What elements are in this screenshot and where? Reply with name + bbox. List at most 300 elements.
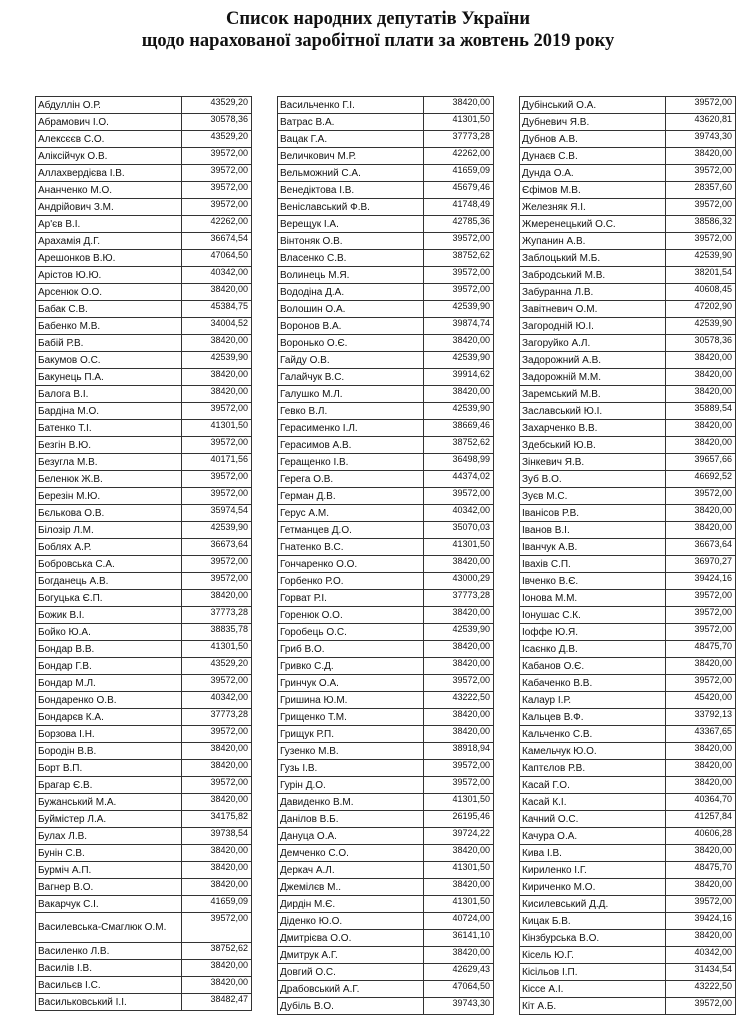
- table-row: [520, 284, 736, 301]
- table-row: [36, 250, 252, 267]
- salary-amount-cell: 38752,62: [424, 250, 494, 267]
- table-row: [520, 624, 736, 641]
- table-row: [36, 811, 252, 828]
- table-row: [520, 777, 736, 794]
- table-row: [278, 182, 494, 199]
- table-row: [520, 522, 736, 539]
- salary-amount-cell: 38420,00: [666, 369, 736, 386]
- table-row: [520, 539, 736, 556]
- salary-amount-cell: 40171,56: [182, 454, 252, 471]
- deputy-name-cell: Горбенко Р.О.: [278, 573, 424, 590]
- salary-amount-cell: 38420,00: [182, 284, 252, 301]
- deputy-name-cell: Камельчук Ю.О.: [520, 743, 666, 760]
- salary-amount-cell: 38420,00: [666, 386, 736, 403]
- salary-amount-cell: 38420,00: [666, 743, 736, 760]
- table-row: [278, 488, 494, 505]
- salary-amount-cell: 30578,36: [182, 114, 252, 131]
- deputy-name-cell: Борт В.П.: [36, 760, 182, 777]
- table-row: [520, 403, 736, 420]
- salary-amount-cell: 38420,00: [424, 709, 494, 726]
- deputy-name-cell: Данілов В.Б.: [278, 811, 424, 828]
- salary-amount-cell: 38420,00: [666, 930, 736, 947]
- salary-amount-cell: 39657,66: [666, 454, 736, 471]
- table-row: [278, 556, 494, 573]
- table-row: [36, 216, 252, 233]
- deputy-name-cell: Іоффе Ю.Я.: [520, 624, 666, 641]
- deputy-name-cell: Бондар М.Л.: [36, 675, 182, 692]
- salary-amount-cell: 39572,00: [666, 199, 736, 216]
- deputy-name-cell: Арістов Ю.Ю.: [36, 267, 182, 284]
- deputy-name-cell: Драбовський А.Г.: [278, 981, 424, 998]
- deputy-name-cell: Брагар Є.В.: [36, 777, 182, 794]
- table-row: [278, 641, 494, 658]
- salary-amount-cell: 38420,00: [424, 556, 494, 573]
- deputy-name-cell: Кицак Б.В.: [520, 913, 666, 930]
- deputy-name-cell: Балога В.І.: [36, 386, 182, 403]
- deputy-name-cell: Воронов В.А.: [278, 318, 424, 335]
- salary-amount-cell: 37773,28: [424, 590, 494, 607]
- table-row: [278, 403, 494, 420]
- deputy-name-cell: Бондарєв К.А.: [36, 709, 182, 726]
- salary-amount-cell: 39572,00: [666, 488, 736, 505]
- deputy-name-cell: Кіссе А.І.: [520, 981, 666, 998]
- table-row: [520, 199, 736, 216]
- deputy-name-cell: Заблоцький М.Б.: [520, 250, 666, 267]
- table-row: [278, 845, 494, 862]
- table-row: [278, 590, 494, 607]
- deputy-name-cell: Кириленко І.Г.: [520, 862, 666, 879]
- salary-amount-cell: 38420,00: [424, 335, 494, 352]
- salary-amount-cell: 38420,00: [182, 879, 252, 896]
- salary-amount-cell: 38752,62: [424, 437, 494, 454]
- deputy-name-cell: Бакумов О.С.: [36, 352, 182, 369]
- deputy-name-cell: Гузенко М.В.: [278, 743, 424, 760]
- salary-amount-cell: 38420,00: [424, 879, 494, 896]
- table-row: [278, 352, 494, 369]
- deputy-name-cell: Бєлькова О.В.: [36, 505, 182, 522]
- salary-amount-cell: 33792,13: [666, 709, 736, 726]
- deputy-name-cell: Іонова М.М.: [520, 590, 666, 607]
- table-row: [36, 454, 252, 471]
- deputy-name-cell: Гетманцев Д.О.: [278, 522, 424, 539]
- table-row: [278, 148, 494, 165]
- salary-table: [35, 96, 252, 1011]
- salary-amount-cell: 36674,54: [182, 233, 252, 250]
- salary-amount-cell: 39572,00: [182, 199, 252, 216]
- deputy-name-cell: Боблях А.Р.: [36, 539, 182, 556]
- deputy-name-cell: Васильковський І.І.: [36, 994, 182, 1011]
- table-row: [278, 760, 494, 777]
- deputy-name-cell: Гузь І.В.: [278, 760, 424, 777]
- deputy-name-cell: Бардіна М.О.: [36, 403, 182, 420]
- salary-amount-cell: 38420,00: [424, 845, 494, 862]
- table-row: [36, 267, 252, 284]
- salary-amount-cell: 38420,00: [182, 862, 252, 879]
- salary-amount-cell: 38420,00: [424, 97, 494, 114]
- deputy-name-cell: Горенюк О.О.: [278, 607, 424, 624]
- salary-amount-cell: 38420,00: [182, 760, 252, 777]
- deputy-name-cell: Гривко С.Д.: [278, 658, 424, 675]
- salary-amount-cell: 45384,75: [182, 301, 252, 318]
- table-row: [278, 216, 494, 233]
- salary-amount-cell: 39572,00: [182, 182, 252, 199]
- deputy-name-cell: Іваxів С.П.: [520, 556, 666, 573]
- table-row: [520, 828, 736, 845]
- table-row: [278, 505, 494, 522]
- deputy-name-cell: Борзова І.Н.: [36, 726, 182, 743]
- table-row: [36, 233, 252, 250]
- table-row: [278, 573, 494, 590]
- deputy-name-cell: Дмитрієва О.О.: [278, 930, 424, 947]
- table-row: [278, 233, 494, 250]
- deputy-name-cell: Ар'єв В.І.: [36, 216, 182, 233]
- deputy-name-cell: Дубіль В.О.: [278, 998, 424, 1015]
- deputy-name-cell: Безгін В.Ю.: [36, 437, 182, 454]
- table-row: [36, 97, 252, 114]
- salary-amount-cell: 40608,45: [666, 284, 736, 301]
- salary-amount-cell: 38420,00: [182, 335, 252, 352]
- table-row: [520, 454, 736, 471]
- deputy-name-cell: Гриб В.О.: [278, 641, 424, 658]
- deputy-name-cell: Андрійович З.М.: [36, 199, 182, 216]
- salary-amount-cell: 45420,00: [666, 692, 736, 709]
- deputy-name-cell: Бойко Ю.А.: [36, 624, 182, 641]
- salary-amount-cell: 38420,00: [666, 148, 736, 165]
- deputy-name-cell: Дануца О.А.: [278, 828, 424, 845]
- document-title: [0, 8, 756, 52]
- deputy-name-cell: Івченко В.Є.: [520, 573, 666, 590]
- salary-amount-cell: 35070,03: [424, 522, 494, 539]
- table-row: [36, 960, 252, 977]
- deputy-name-cell: Величкович М.Р.: [278, 148, 424, 165]
- table-row: [520, 556, 736, 573]
- deputy-name-cell: Загоруйко А.Л.: [520, 335, 666, 352]
- table-row: [520, 216, 736, 233]
- salary-amount-cell: 37773,28: [182, 709, 252, 726]
- deputy-name-cell: Верещук І.А.: [278, 216, 424, 233]
- table-row: [520, 97, 736, 114]
- salary-amount-cell: 47202,90: [666, 301, 736, 318]
- salary-amount-cell: 38420,00: [424, 658, 494, 675]
- salary-amount-cell: 38420,00: [666, 845, 736, 862]
- deputy-name-cell: Іванчук А.В.: [520, 539, 666, 556]
- deputy-name-cell: Касай К.І.: [520, 794, 666, 811]
- deputy-name-cell: Беленюк Ж.В.: [36, 471, 182, 488]
- deputy-name-cell: Касай Г.О.: [520, 777, 666, 794]
- table-row: [520, 131, 736, 148]
- deputy-name-cell: Кіт А.Б.: [520, 998, 666, 1015]
- salary-amount-cell: 42539,90: [424, 301, 494, 318]
- deputy-name-cell: Задорожній М.М.: [520, 369, 666, 386]
- table-row: [36, 165, 252, 182]
- deputy-name-cell: Іванов В.І.: [520, 522, 666, 539]
- table-row: [36, 896, 252, 913]
- salary-amount-cell: 38420,00: [182, 845, 252, 862]
- deputy-name-cell: Горват Р.І.: [278, 590, 424, 607]
- table-row: [36, 573, 252, 590]
- table-row: [36, 471, 252, 488]
- table-row: [278, 437, 494, 454]
- deputy-name-cell: Кириченко М.О.: [520, 879, 666, 896]
- salary-table-column-1: [35, 96, 252, 1011]
- table-row: [520, 233, 736, 250]
- table-row: [278, 726, 494, 743]
- deputy-name-cell: Бородін В.В.: [36, 743, 182, 760]
- deputy-name-cell: Воронько О.Є.: [278, 335, 424, 352]
- table-row: [278, 607, 494, 624]
- salary-amount-cell: 43529,20: [182, 131, 252, 148]
- deputy-name-cell: Волошин О.А.: [278, 301, 424, 318]
- salary-amount-cell: 39572,00: [182, 437, 252, 454]
- salary-amount-cell: 39572,00: [182, 556, 252, 573]
- salary-amount-cell: 39572,00: [666, 97, 736, 114]
- salary-amount-cell: 38420,00: [666, 352, 736, 369]
- table-row: [36, 977, 252, 994]
- table-row: [36, 607, 252, 624]
- deputy-name-cell: Єфімов М.В.: [520, 182, 666, 199]
- table-row: [36, 994, 252, 1011]
- salary-amount-cell: 39572,00: [182, 573, 252, 590]
- salary-amount-cell: 38420,00: [182, 743, 252, 760]
- table-row: [520, 981, 736, 998]
- deputy-name-cell: Вінтоняк О.В.: [278, 233, 424, 250]
- salary-amount-cell: 41301,50: [424, 539, 494, 556]
- salary-amount-cell: 35889,54: [666, 403, 736, 420]
- table-row: [36, 590, 252, 607]
- deputy-name-cell: Зуб В.О.: [520, 471, 666, 488]
- deputy-name-cell: Давиденко В.М.: [278, 794, 424, 811]
- salary-amount-cell: 38420,00: [182, 977, 252, 994]
- deputy-name-cell: Аліксійчук О.В.: [36, 148, 182, 165]
- salary-amount-cell: 43222,50: [666, 981, 736, 998]
- table-row: [520, 420, 736, 437]
- table-row: [36, 675, 252, 692]
- table-row: [520, 794, 736, 811]
- deputy-name-cell: Ватрас В.А.: [278, 114, 424, 131]
- salary-amount-cell: 43000,29: [424, 573, 494, 590]
- salary-amount-cell: 38420,00: [666, 777, 736, 794]
- salary-amount-cell: 39572,00: [424, 284, 494, 301]
- deputy-name-cell: Герман Д.В.: [278, 488, 424, 505]
- deputy-name-cell: Василевська-Смаглюк О.М.: [36, 913, 182, 943]
- table-row: [36, 199, 252, 216]
- table-row: [36, 505, 252, 522]
- deputy-name-cell: Деркач А.Л.: [278, 862, 424, 879]
- salary-amount-cell: 39572,00: [666, 675, 736, 692]
- table-row: [520, 658, 736, 675]
- salary-amount-cell: 42262,00: [182, 216, 252, 233]
- table-row: [278, 624, 494, 641]
- salary-amount-cell: 38420,00: [182, 369, 252, 386]
- table-row: [520, 930, 736, 947]
- table-row: [278, 471, 494, 488]
- deputy-name-cell: Демченко С.О.: [278, 845, 424, 862]
- table-row: [278, 692, 494, 709]
- salary-amount-cell: 39738,54: [182, 828, 252, 845]
- salary-amount-cell: 39572,00: [182, 726, 252, 743]
- salary-amount-cell: 38669,46: [424, 420, 494, 437]
- deputy-name-cell: Аллахвердієва І.В.: [36, 165, 182, 182]
- salary-amount-cell: 43620,81: [666, 114, 736, 131]
- deputy-name-cell: Вакарчук С.І.: [36, 896, 182, 913]
- deputy-name-cell: Васильєв І.С.: [36, 977, 182, 994]
- salary-amount-cell: 39572,00: [666, 998, 736, 1015]
- deputy-name-cell: Веніславський Ф.В.: [278, 199, 424, 216]
- salary-amount-cell: 42629,43: [424, 964, 494, 981]
- salary-amount-cell: 36673,64: [182, 539, 252, 556]
- salary-amount-cell: 40342,00: [424, 505, 494, 522]
- deputy-name-cell: Алексєєв С.О.: [36, 131, 182, 148]
- salary-amount-cell: 34004,52: [182, 318, 252, 335]
- table-row: [520, 811, 736, 828]
- deputy-name-cell: Заремський М.В.: [520, 386, 666, 403]
- table-row: [278, 539, 494, 556]
- salary-amount-cell: 40364,70: [666, 794, 736, 811]
- salary-amount-cell: 38420,00: [424, 386, 494, 403]
- salary-amount-cell: 37773,28: [424, 131, 494, 148]
- table-row: [36, 488, 252, 505]
- salary-amount-cell: 40342,00: [182, 267, 252, 284]
- deputy-name-cell: Гайду О.В.: [278, 352, 424, 369]
- table-row: [520, 692, 736, 709]
- salary-amount-cell: 39572,00: [666, 165, 736, 182]
- deputy-name-cell: Гнатенко В.С.: [278, 539, 424, 556]
- salary-amount-cell: 36673,64: [666, 539, 736, 556]
- table-row: [278, 250, 494, 267]
- table-row: [278, 709, 494, 726]
- deputy-name-cell: Завітневич О.М.: [520, 301, 666, 318]
- deputy-name-cell: Гончаренко О.О.: [278, 556, 424, 573]
- salary-amount-cell: 41301,50: [424, 794, 494, 811]
- deputy-name-cell: Власенко С.В.: [278, 250, 424, 267]
- table-row: [520, 641, 736, 658]
- salary-amount-cell: 38586,32: [666, 216, 736, 233]
- salary-amount-cell: 41659,09: [182, 896, 252, 913]
- table-row: [520, 709, 736, 726]
- table-row: [520, 998, 736, 1015]
- salary-amount-cell: 40724,00: [424, 913, 494, 930]
- deputy-name-cell: Василів І.В.: [36, 960, 182, 977]
- table-row: [36, 301, 252, 318]
- salary-amount-cell: 28357,60: [666, 182, 736, 199]
- table-row: [36, 641, 252, 658]
- salary-amount-cell: 42262,00: [424, 148, 494, 165]
- salary-amount-cell: 41748,49: [424, 199, 494, 216]
- deputy-name-cell: Гришина Ю.М.: [278, 692, 424, 709]
- table-row: [520, 964, 736, 981]
- table-row: [278, 386, 494, 403]
- deputy-name-cell: Каптєлов Р.В.: [520, 760, 666, 777]
- table-row: [278, 998, 494, 1015]
- table-row: [278, 964, 494, 981]
- salary-amount-cell: 39572,00: [666, 896, 736, 913]
- salary-amount-cell: 38420,00: [666, 658, 736, 675]
- salary-amount-cell: 38201,54: [666, 267, 736, 284]
- deputy-name-cell: Вельможний С.А.: [278, 165, 424, 182]
- salary-amount-cell: 42539,90: [424, 403, 494, 420]
- table-row: [36, 624, 252, 641]
- table-row: [520, 148, 736, 165]
- salary-amount-cell: 39572,00: [182, 913, 252, 943]
- salary-amount-cell: 38420,00: [666, 505, 736, 522]
- deputy-name-cell: Бурміч А.П.: [36, 862, 182, 879]
- salary-amount-cell: 43367,65: [666, 726, 736, 743]
- salary-amount-cell: 39572,00: [424, 488, 494, 505]
- table-row: [36, 777, 252, 794]
- deputy-name-cell: Герус А.М.: [278, 505, 424, 522]
- salary-table-column-2: [277, 96, 494, 1015]
- deputy-name-cell: Волинець М.Я.: [278, 267, 424, 284]
- table-row: [36, 369, 252, 386]
- table-row: [36, 845, 252, 862]
- deputy-name-cell: Горобець О.С.: [278, 624, 424, 641]
- deputy-name-cell: Вододіна Д.А.: [278, 284, 424, 301]
- deputy-name-cell: Кива І.В.: [520, 845, 666, 862]
- deputy-name-cell: Булах Л.В.: [36, 828, 182, 845]
- deputy-name-cell: Грищук Р.П.: [278, 726, 424, 743]
- salary-amount-cell: 39572,00: [182, 403, 252, 420]
- table-row: [520, 743, 736, 760]
- table-row: [278, 267, 494, 284]
- salary-amount-cell: 39724,22: [424, 828, 494, 845]
- salary-amount-cell: 38420,00: [182, 590, 252, 607]
- table-row: [278, 335, 494, 352]
- deputy-name-cell: Кісільов І.П.: [520, 964, 666, 981]
- table-row: [520, 896, 736, 913]
- salary-amount-cell: 38420,00: [424, 607, 494, 624]
- salary-amount-cell: 39572,00: [424, 760, 494, 777]
- deputy-name-cell: Джемілєв М..: [278, 879, 424, 896]
- salary-amount-cell: 34175,82: [182, 811, 252, 828]
- salary-amount-cell: 35974,54: [182, 505, 252, 522]
- table-row: [278, 862, 494, 879]
- table-row: [278, 777, 494, 794]
- table-row: [36, 726, 252, 743]
- deputy-name-cell: Геращенко І.В.: [278, 454, 424, 471]
- salary-amount-cell: 39874,74: [424, 318, 494, 335]
- salary-amount-cell: 48475,70: [666, 641, 736, 658]
- deputy-name-cell: Діденко Ю.О.: [278, 913, 424, 930]
- deputy-name-cell: Безугла М.В.: [36, 454, 182, 471]
- deputy-name-cell: Кінзбурська В.О.: [520, 930, 666, 947]
- deputy-name-cell: Дмитрук А.Г.: [278, 947, 424, 964]
- deputy-name-cell: Довгий О.С.: [278, 964, 424, 981]
- deputy-name-cell: Богданець А.В.: [36, 573, 182, 590]
- table-row: [520, 267, 736, 284]
- table-row: [278, 165, 494, 182]
- table-row: [278, 743, 494, 760]
- deputy-name-cell: Герасимов А.В.: [278, 437, 424, 454]
- table-row: [36, 437, 252, 454]
- deputy-name-cell: Іонушас С.К.: [520, 607, 666, 624]
- deputy-name-cell: Батенко Т.І.: [36, 420, 182, 437]
- table-row: [520, 913, 736, 930]
- salary-amount-cell: 46692,52: [666, 471, 736, 488]
- deputy-name-cell: Кальцев В.Ф.: [520, 709, 666, 726]
- deputy-name-cell: Забуранна Л.В.: [520, 284, 666, 301]
- table-row: [278, 675, 494, 692]
- deputy-name-cell: Ананченко М.О.: [36, 182, 182, 199]
- salary-amount-cell: 38420,00: [666, 437, 736, 454]
- table-row: [36, 879, 252, 896]
- salary-amount-cell: 39572,00: [666, 607, 736, 624]
- deputy-name-cell: Галайчук В.С.: [278, 369, 424, 386]
- table-row: [520, 607, 736, 624]
- table-row: [278, 284, 494, 301]
- salary-amount-cell: 39572,00: [666, 624, 736, 641]
- salary-amount-cell: 43529,20: [182, 97, 252, 114]
- table-row: [278, 879, 494, 896]
